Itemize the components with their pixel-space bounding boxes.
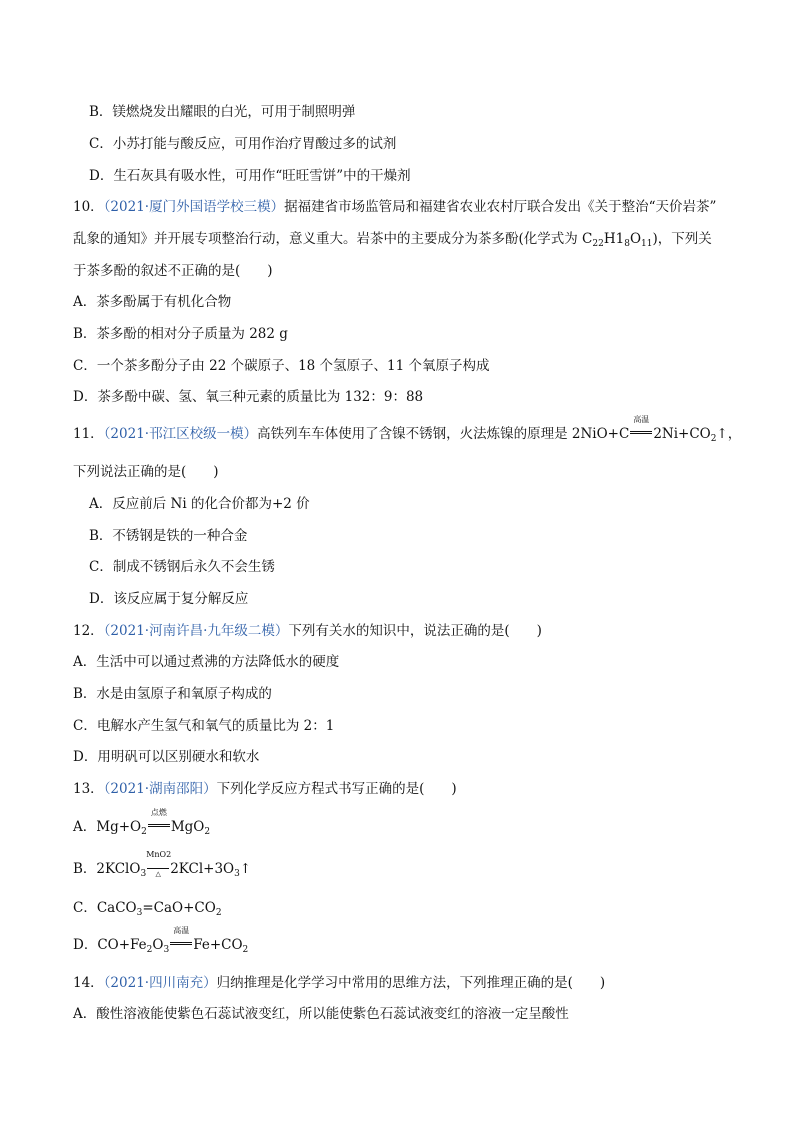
reaction-condition: 高温	[169, 935, 193, 955]
q13-option-a: A．$Mg+O_2$ 点燃 MgO$_2$	[73, 808, 211, 837]
q12-stem: 12．（2021·河南许昌·九年级二模）下列有关水的知识中，说法正确的是( )	[73, 623, 542, 639]
q10-option-a: A．茶多酚属于有机化合物	[73, 294, 232, 310]
reaction-condition: 点燃	[147, 817, 171, 837]
q10-number: 10．	[73, 199, 104, 215]
q14-stem: 14．（2021·四川南充）归纳推理是化学学习中常用的思维方法，下列推理正确的是( )	[73, 975, 606, 991]
q10-stem-line2: 乱象的通知》并开展专项整治行动，意义重大。岩茶中的主要成分为茶多酚(化学式为 $C_{22}H1_8O_{11}$)，下列关	[73, 231, 712, 249]
q10-option-c: C．一个茶多酚分子由 22 个碳原子、18 个氢原子、11 个氧原子构成	[73, 358, 490, 374]
q11-stem-line1: 11．（2021·邗江区校级一模）高铁列车车体使用了含镍不锈钢，火法炼镍的原理是 2NiO+C 高温 $2Ni+CO_2↑$，	[73, 415, 742, 444]
q13-option-c: C．$CaCO_3=CaO+CO_2$	[73, 900, 222, 918]
reaction-condition: 高温	[629, 424, 653, 444]
q13-option-d: D．$CO+Fe_2O_3$ 高温 $Fe+CO_2$	[73, 926, 249, 955]
q11-stem-line2: 下列说法正确的是( )	[73, 464, 219, 480]
reaction-condition: MnO2 △	[146, 850, 172, 878]
q12-option-c: C．电解水产生氢气和氧气的质量比为 2：1	[73, 718, 335, 734]
q12-number: 12．	[73, 623, 104, 639]
q9-option-b: B．镁燃烧发出耀眼的白光，可用于制照明弹	[89, 104, 356, 120]
q13-source: （2021·湖南邵阳）	[103, 781, 217, 797]
q13-stem: 13．（2021·湖南邵阳）下列化学反应方程式书写正确的是( )	[73, 781, 457, 797]
q14-source: （2021·四川南充）	[103, 975, 217, 991]
q12-option-b: B．水是由氢原子和氧原子构成的	[73, 686, 272, 702]
q13-number: 13．	[73, 781, 104, 797]
q11-option-c: C．制成不锈钢后永久不会生锈	[89, 559, 275, 575]
q10-stem-line3: 于茶多酚的叙述不正确的是( )	[73, 263, 273, 279]
q11-option-b: B．不锈钢是铁的一种合金	[89, 528, 248, 544]
q10-option-d: D．茶多酚中碳、氢、氧三种元素的质量比为 132：9：88	[73, 389, 424, 405]
q9-option-c: C．小苏打能与酸反应，可用作治疗胃酸过多的试剂	[89, 136, 397, 152]
q11-source: （2021·邗江区校级一模）	[103, 426, 258, 442]
q14-number: 14．	[73, 975, 104, 991]
q14-option-a: A．酸性溶液能使紫色石蕊试液变红，所以能使紫色石蕊试液变红的溶液一定呈酸性	[73, 1006, 569, 1022]
q12-source: （2021·河南许昌·九年级二模）	[103, 623, 289, 639]
q10-source: （2021·厦门外国语学校三模）	[103, 199, 285, 215]
q11-option-a: A．反应前后 Ni 的化合价都为+2 价	[89, 496, 310, 512]
q13-option-b: B．2KClO$_3$ MnO2 △ $2KCl+3O_3↑$	[73, 850, 252, 879]
q12-option-d: D．用明矾可以区别硬水和软水	[73, 749, 260, 765]
q11-number: 11．	[73, 426, 104, 442]
q12-option-a: A．生活中可以通过煮沸的方法降低水的硬度	[73, 654, 340, 670]
q9-option-d: D．生石灰具有吸水性，可用作“旺旺雪饼”中的干燥剂	[89, 168, 411, 184]
q10-option-b: B．茶多酚的相对分子质量为 282 g	[73, 326, 288, 342]
q11-option-d: D．该反应属于复分解反应	[89, 591, 249, 607]
q10-stem-line1: 10．（2021·厦门外国语学校三模）据福建省市场监管局和福建省农业农村厅联合发出《关于整治“天价岩茶”	[73, 199, 717, 215]
